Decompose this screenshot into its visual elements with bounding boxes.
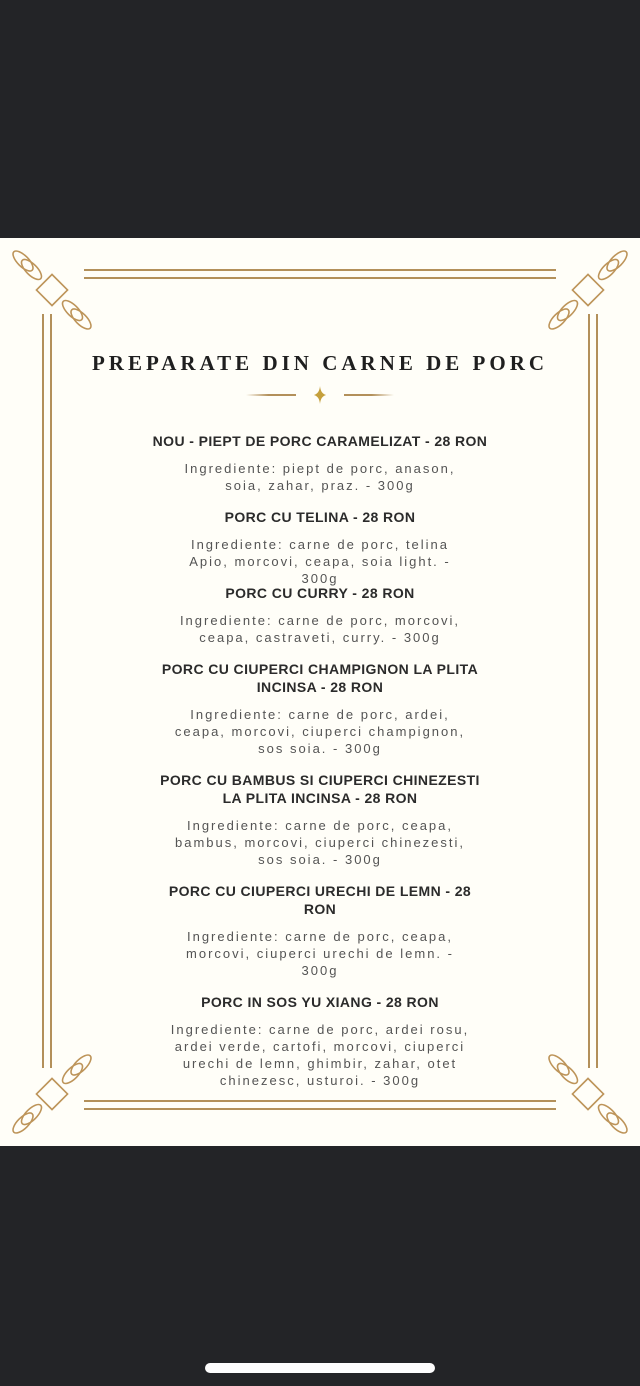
home-indicator-bar[interactable] [205, 1363, 435, 1373]
divider-line [246, 394, 296, 396]
four-pointed-star-icon [313, 386, 327, 404]
menu-item [105, 660, 535, 757]
menu-list [105, 432, 535, 1089]
menu-item [105, 882, 535, 979]
item-name: PORC CU CURRY - 28 RON [225, 585, 415, 601]
title-divider [0, 386, 640, 404]
divider-line [344, 394, 394, 396]
menu-item [105, 993, 535, 1089]
item-ingredients: Ingrediente: carne de porc, ardei, ceapa, morcovi, ciuperci champignon, sos soia. - 300g [174, 707, 466, 756]
menu-content [0, 238, 640, 1146]
item-ingredients: Ingrediente: carne de porc, morcovi, ceapa, castraveti, curry. - 300g [179, 613, 461, 645]
item-ingredients: Ingrediente: carne de porc, telina Apio, morcovi, ceapa, soia light. - 300g [189, 537, 451, 586]
item-name: PORC IN SOS YU XIANG - 28 RON [201, 994, 439, 1010]
menu-item [105, 584, 535, 646]
item-ingredients: Ingrediente: carne de porc, ardei rosu, ardei verde, cartofi, morcovi, ciuperci urechi de lemn, ghimbir, zahar, otet chinezesc, usturoi. - 300g [170, 1022, 470, 1088]
menu-item [105, 432, 535, 494]
page-title: PREPARATE DIN CARNE DE PORC [91, 351, 549, 375]
menu-item [105, 771, 535, 868]
item-name: PORC CU BAMBUS SI CIUPERCI CHINEZESTI LA PLITA INCINSA - 28 RON [160, 772, 480, 806]
item-name: NOU - PIEPT DE PORC CARAMELIZAT - 28 RON [152, 433, 488, 449]
item-name: PORC CU CIUPERCI URECHI DE LEMN - 28 RON [168, 883, 472, 917]
item-ingredients: Ingrediente: carne de porc, ceapa, bambus, morcovi, ciuperci chinezesti, sos soia. - 300g [174, 818, 466, 867]
menu-item [105, 508, 535, 587]
item-ingredients: Ingrediente: piept de porc, anason, soia, zahar, praz. - 300g [184, 461, 456, 493]
menu-page [0, 238, 640, 1146]
item-name: PORC CU TELINA - 28 RON [224, 509, 416, 525]
item-name: PORC CU CIUPERCI CHAMPIGNON LA PLITA INCINSA - 28 RON [161, 661, 479, 695]
item-ingredients: Ingrediente: carne de porc, ceapa, morcovi, ciuperci urechi de lemn. - 300g [186, 929, 454, 978]
